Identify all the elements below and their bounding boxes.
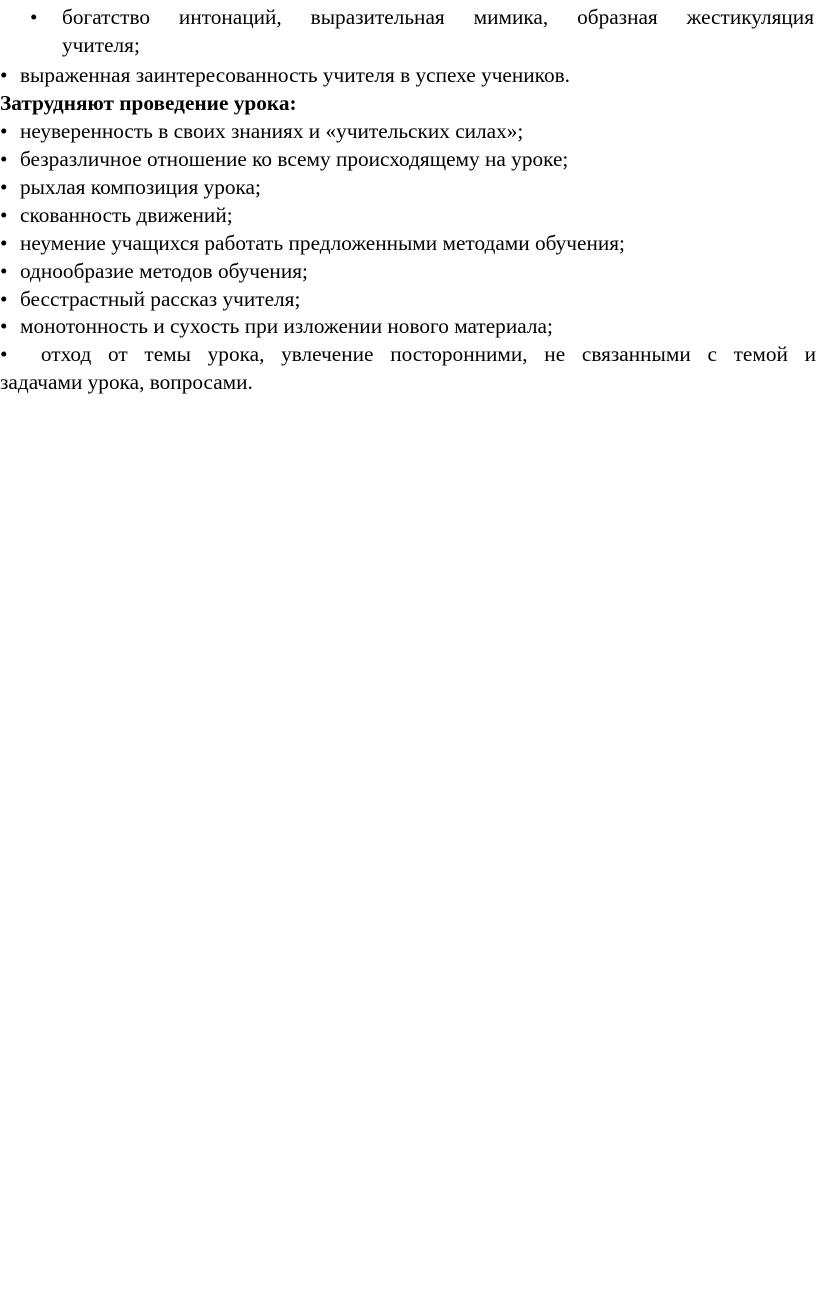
list-item-line (0, 340, 816, 368)
bullet-icon: • (0, 314, 8, 338)
list-item (0, 117, 816, 145)
list-item-text: монотонность и сухость при изложении нового материала; (20, 314, 553, 338)
list-item-text (62, 3, 814, 59)
list-item-text: рыхлая композиция урока; (20, 175, 261, 199)
list-item-text: выраженная заинтересованность учителя в успехе учеников. (20, 63, 570, 87)
list-item (0, 257, 816, 285)
bullet-icon: • (0, 342, 8, 366)
list-item (0, 3, 816, 59)
list-item-text: неумение учащихся работать предложенными методами обучения; (20, 231, 625, 255)
list-item-text: отход от темы урока, увлечение посторонними, не связанными с темой и (40, 342, 816, 366)
list-item-text: однообразие методов обучения; (20, 259, 308, 283)
list-item (0, 173, 816, 201)
list-item (0, 312, 816, 340)
list-item (0, 201, 816, 229)
list-item (0, 285, 816, 313)
bullet-icon: • (30, 5, 38, 29)
bullet-icon: • (0, 147, 8, 171)
list-item (0, 61, 816, 89)
list-item-text: скованность движений; (20, 203, 233, 227)
bullet-icon: • (0, 203, 8, 227)
list-item-text: безразличное отношение ко всему происходящему на уроке; (20, 147, 569, 171)
bullet-icon: • (0, 119, 8, 143)
bullet-icon: • (0, 287, 8, 311)
list-item-text: неуверенность в своих знаниях и «учительских силах»; (20, 119, 524, 143)
bullet-icon: • (0, 231, 8, 255)
list-item (0, 145, 816, 173)
list-item-line: учителя; (62, 33, 140, 57)
list-item (0, 340, 816, 396)
bullet-icon: • (0, 63, 8, 87)
list-item-line: богатство интонаций, выразительная мимика, образная жестикуляция (62, 5, 814, 29)
bullet-icon: • (0, 175, 8, 199)
list-item-line: задачами урока, вопросами. (0, 370, 253, 394)
list-item-text: бесстрастный рассказ учителя; (20, 287, 301, 311)
section-heading: Затрудняют проведение урока: (0, 91, 297, 115)
list-item (0, 229, 816, 257)
bullet-icon: • (0, 259, 8, 283)
